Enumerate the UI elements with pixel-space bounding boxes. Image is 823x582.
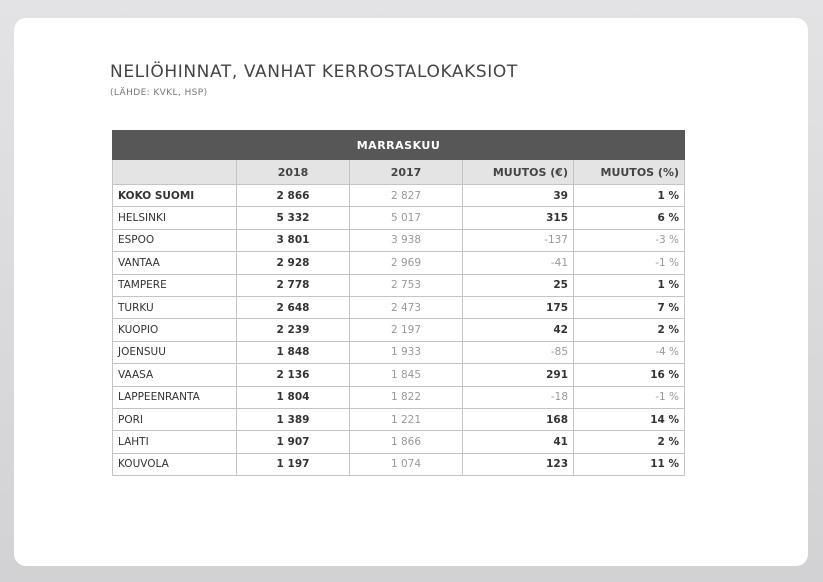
value-2017-cell: 1 822 (350, 386, 463, 408)
value-2018-cell: 1 389 (237, 408, 350, 430)
value-2018-cell: 1 197 (237, 453, 350, 475)
change-eur-cell: 41 (463, 431, 574, 453)
price-table (112, 130, 685, 476)
change-eur-cell: -85 (463, 341, 574, 363)
table-row (113, 386, 685, 408)
value-2018-cell: 5 332 (237, 207, 350, 229)
month-header: MARRASKUU (113, 131, 685, 160)
change-eur-cell: 315 (463, 207, 574, 229)
value-2018-cell: 1 907 (237, 431, 350, 453)
value-2017-cell: 3 938 (350, 229, 463, 251)
value-2017-cell: 2 197 (350, 319, 463, 341)
value-2018-cell: 2 136 (237, 364, 350, 386)
column-header-2017: 2017 (350, 160, 463, 185)
value-2017-cell: 5 017 (350, 207, 463, 229)
value-2017-cell: 2 969 (350, 252, 463, 274)
change-eur-cell: -18 (463, 386, 574, 408)
table-body (113, 185, 685, 476)
value-2017-cell: 1 933 (350, 341, 463, 363)
change-pct-cell: 2 % (574, 319, 685, 341)
group-header-row (113, 131, 685, 160)
value-2017-cell: 2 827 (350, 185, 463, 207)
table-row (113, 229, 685, 251)
change-eur-cell: -41 (463, 252, 574, 274)
value-2018-cell: 1 804 (237, 386, 350, 408)
change-pct-cell: 1 % (574, 274, 685, 296)
table-row (113, 408, 685, 430)
city-cell: KOKO SUOMI (113, 185, 237, 207)
change-pct-cell: 2 % (574, 431, 685, 453)
value-2018-cell: 2 648 (237, 296, 350, 318)
city-cell: TAMPERE (113, 274, 237, 296)
column-header-city (113, 160, 237, 185)
change-pct-cell: 6 % (574, 207, 685, 229)
value-2018-cell: 2 239 (237, 319, 350, 341)
table-row (113, 185, 685, 207)
city-cell: VAASA (113, 364, 237, 386)
change-pct-cell: 11 % (574, 453, 685, 475)
table-row (113, 274, 685, 296)
change-pct-cell: 16 % (574, 364, 685, 386)
change-eur-cell: 175 (463, 296, 574, 318)
column-header-change-eur: MUUTOS (€) (463, 160, 574, 185)
change-eur-cell: 168 (463, 408, 574, 430)
change-eur-cell: 39 (463, 185, 574, 207)
city-cell: KUOPIO (113, 319, 237, 341)
table-row (113, 341, 685, 363)
source-note: (LÄHDE: KVKL, HSP) (110, 88, 208, 98)
value-2017-cell: 1 866 (350, 431, 463, 453)
column-header-row (113, 160, 685, 185)
city-cell: HELSINKI (113, 207, 237, 229)
city-cell: PORI (113, 408, 237, 430)
value-2018-cell: 1 848 (237, 341, 350, 363)
table-row (113, 252, 685, 274)
table-row (113, 319, 685, 341)
change-pct-cell: -1 % (574, 386, 685, 408)
city-cell: ESPOO (113, 229, 237, 251)
table-row (113, 453, 685, 475)
table-row (113, 207, 685, 229)
change-pct-cell: 14 % (574, 408, 685, 430)
value-2017-cell: 1 221 (350, 408, 463, 430)
city-cell: TURKU (113, 296, 237, 318)
change-pct-cell: 7 % (574, 296, 685, 318)
page-title: NELIÖHINNAT, VANHAT KERROSTALOKAKSIOT (110, 62, 518, 82)
value-2018-cell: 2 866 (237, 185, 350, 207)
value-2017-cell: 2 473 (350, 296, 463, 318)
table-row (113, 364, 685, 386)
value-2017-cell: 1 074 (350, 453, 463, 475)
value-2017-cell: 2 753 (350, 274, 463, 296)
table-row (113, 296, 685, 318)
change-eur-cell: 42 (463, 319, 574, 341)
column-header-change-pct: MUUTOS (%) (574, 160, 685, 185)
city-cell: VANTAA (113, 252, 237, 274)
value-2018-cell: 2 928 (237, 252, 350, 274)
change-pct-cell: -4 % (574, 341, 685, 363)
change-pct-cell: -1 % (574, 252, 685, 274)
change-eur-cell: 291 (463, 364, 574, 386)
change-pct-cell: -3 % (574, 229, 685, 251)
change-eur-cell: 25 (463, 274, 574, 296)
change-eur-cell: 123 (463, 453, 574, 475)
column-header-2018: 2018 (237, 160, 350, 185)
change-eur-cell: -137 (463, 229, 574, 251)
city-cell: LAPPEENRANTA (113, 386, 237, 408)
city-cell: JOENSUU (113, 341, 237, 363)
value-2017-cell: 1 845 (350, 364, 463, 386)
change-pct-cell: 1 % (574, 185, 685, 207)
city-cell: LAHTI (113, 431, 237, 453)
city-cell: KOUVOLA (113, 453, 237, 475)
value-2018-cell: 2 778 (237, 274, 350, 296)
table-row (113, 431, 685, 453)
value-2018-cell: 3 801 (237, 229, 350, 251)
